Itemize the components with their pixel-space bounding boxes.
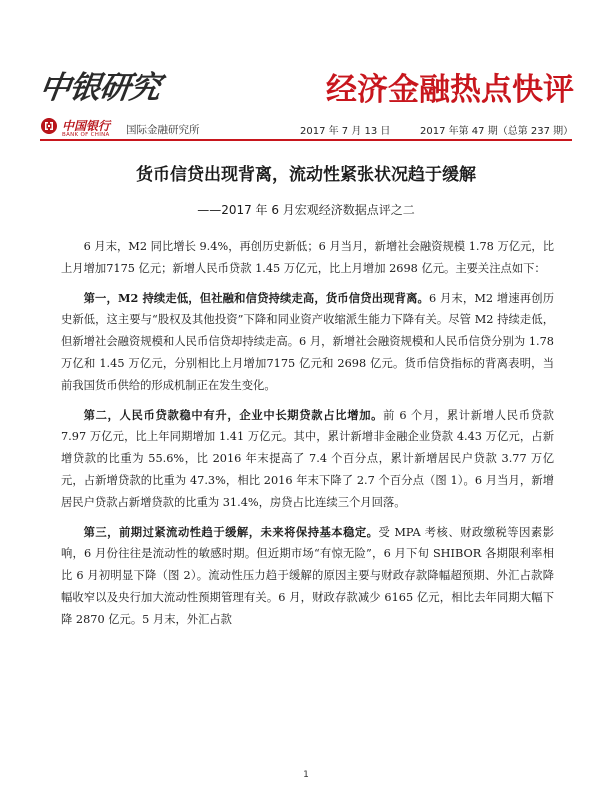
page-number: 1 bbox=[303, 770, 309, 780]
point-1-text: 6 月末，M2 增速再创历史新低，这主要与“股权及其他投资”下降和同业资产收缩派生能力下降有关。尽管 M2 持续走低，但新增社会融资规模和人民币信贷却持续走高。6 月，新增社会融资规模和人民币信贷分别为 1.78 万亿和 1.45 万亿元，分别相比上月增加7175 亿元和 2698 亿元。货币信贷指标的背离表明，当前我国货币供给的形成机制正在发生变化。 bbox=[61, 291, 555, 392]
article-subtitle: ——2017 年 6 月宏观经济数据点评之二 bbox=[197, 203, 415, 217]
bank-name-en: BANK OF CHINA bbox=[62, 132, 110, 138]
paragraph-point-3 bbox=[61, 522, 554, 631]
paragraph-intro: 6 月末，M2 同比增长 9.4%，再创历史新低；6 月当月，新增社会融资规模 1.78 万亿元，比上月增加7175 亿元；新增人民币贷款 1.45 万亿元，比上月增加 2698 亿元。主要关注点如下： bbox=[61, 240, 554, 275]
point-2-heading: 第二，人民币贷款稳中有升，企业中长期贷款占比增加。 bbox=[83, 407, 384, 422]
calligraphy-logo: 中银研究 bbox=[36, 70, 163, 106]
bank-name-cn: 中国银行 bbox=[62, 119, 111, 133]
point-3-text: 受 MPA 考核、财政缴税等因素影响，6 月份往往是流动性的敏感时期。但近期市场“有惊无险”，6 月下旬 SHIBOR 各期限利率相比 6 月初明显下降（图 2）。流动性压力趋于缓解的原因主要与财政存款降幅超预期、外汇占款降幅收窄以及央行加大流动性预期管理有关。6 月，财政存款减少 6165 亿元，相比去年同期大幅下降 2870 亿元。5 月末，外汇占款 bbox=[61, 525, 554, 626]
point-1-heading: 第一，M2 持续走低，但社融和信贷持续走高，货币信贷出现背离。 bbox=[83, 290, 430, 305]
publication-title: 经济金融热点快评 bbox=[326, 72, 574, 108]
header-divider bbox=[40, 139, 572, 141]
point-3-heading: 第三，前期过紧流动性趋于缓解，未来将保持基本稳定。 bbox=[83, 524, 379, 539]
publish-date: 2017 年 7 月 13 日 bbox=[300, 126, 391, 137]
point-2-text: 前 6 个月，累计新增人民币贷款 7.97 万亿元，比上年同期增加 1.41 万亿元。其中，累计新增非金融企业贷款 4.43 万亿元，占新增贷款的比重为 55.6%，比 2016 年末提高了 7.4 个百分点，累计新增居民户贷款 3.77 万亿元，占新增贷款的比重为 47.3%，相比 2016 年末下降了 2.7 个百分点（图 1）。6 月当月，新增居民户贷款占新增贷款的比重为 31.4%，房贷占比连续三个月回落。 bbox=[61, 408, 554, 509]
bank-of-china-emblem-icon bbox=[40, 117, 58, 135]
paragraph-point-1 bbox=[61, 288, 554, 397]
article-body bbox=[61, 236, 554, 639]
paragraph-point-2 bbox=[61, 405, 554, 514]
issue-number: 2017 年第 47 期（总第 237 期） bbox=[420, 126, 574, 137]
department-name: 国际金融研究所 bbox=[126, 124, 200, 136]
article-title: 货币信贷出现背离，流动性紧张状况趋于缓解 bbox=[136, 165, 476, 185]
